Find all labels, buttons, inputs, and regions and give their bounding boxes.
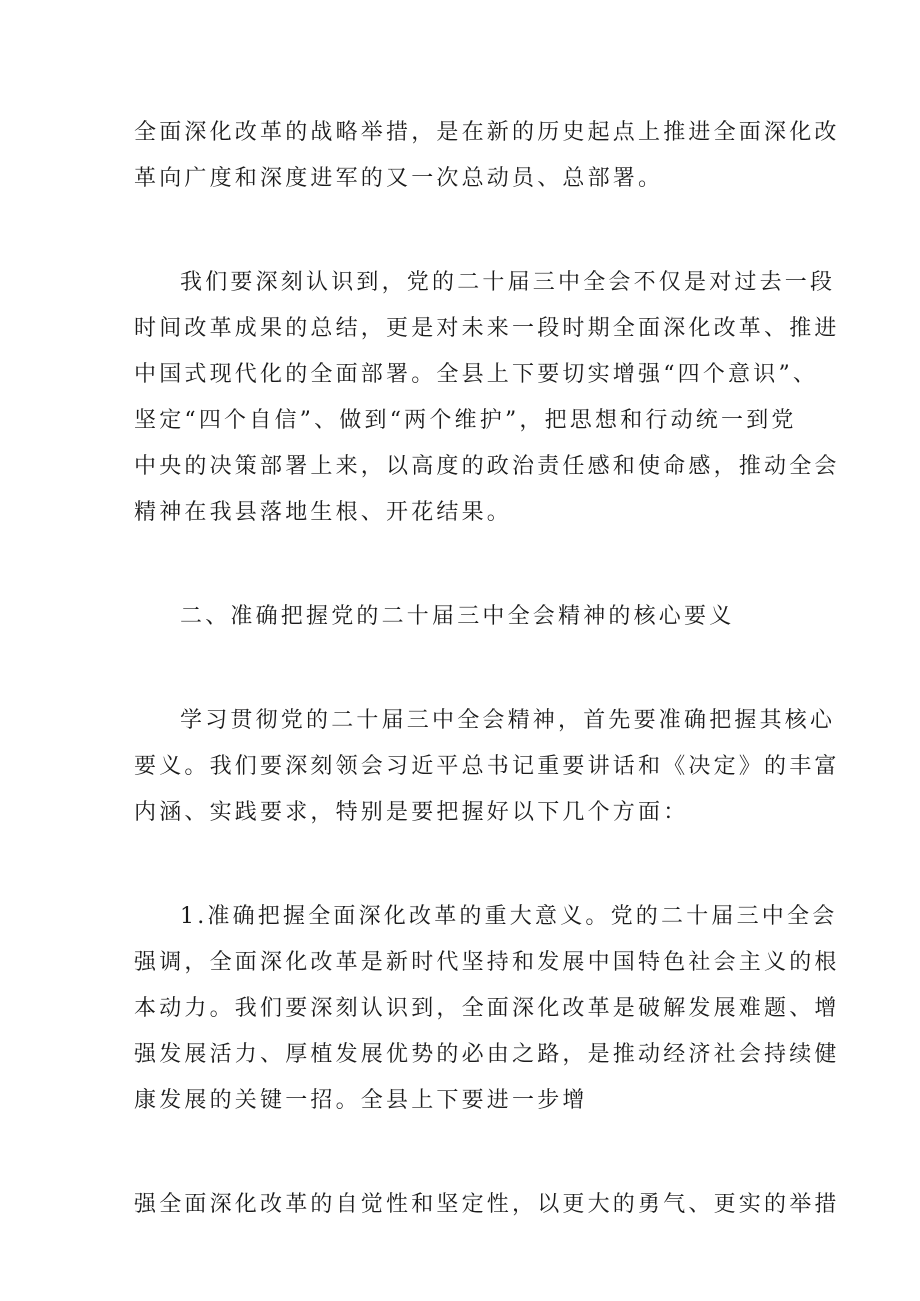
text-line: 革向广度和深度进军的又一次总动员、总部署。 (134, 166, 664, 191)
text-line: 坚定“四个自信”、做到“两个维护”，把思想和行动统一到党 (134, 408, 797, 433)
text-line: 本动力。我们要深刻认识到，全面深化改革是破解发展难题、增 (134, 996, 840, 1021)
text-line: 1.准确把握全面深化改革的重大意义。党的二十届三中全会 (180, 904, 838, 929)
document-page (134, 110, 840, 1228)
text-line: 时间改革成果的总结，更是对未来一段时期全面深化改革、推进 (134, 316, 840, 341)
paragraph-gap (134, 1124, 794, 1182)
paragraph-3 (134, 698, 840, 836)
paragraph-gap (134, 836, 794, 894)
text-line: 内涵、实践要求，特别是要把握好以下几个方面： (134, 800, 689, 825)
text-line: 学习贯彻党的二十届三中全会精神，首先要准确把握其核心 (180, 708, 836, 733)
text-line: 强全面深化改革的自觉性和坚定性，以更大的勇气、更实的举措 (134, 1192, 840, 1217)
section-heading-2 (134, 594, 794, 640)
paragraph-gap (134, 202, 794, 260)
text-line: 强发展活力、厚植发展优势的必由之路，是推动经济社会持续健 (134, 1042, 840, 1067)
text-line: 要义。我们要深刻领会习近平总书记重要讲话和《决定》的丰富 (134, 754, 840, 779)
text-line: 中央的决策部署上来，以高度的政治责任感和使命感，推动全会 (134, 454, 840, 479)
text-line: 全面深化改革的战略举措，是在新的历史起点上推进全面深化改 (134, 120, 840, 145)
text-line: 精神在我县落地生根、开花结果。 (134, 500, 513, 525)
text-line: 我们要深刻认识到，党的二十届三中全会不仅是对过去一段 (180, 270, 836, 295)
paragraph-gap (134, 536, 794, 594)
paragraph-1 (134, 110, 840, 202)
paragraph-5 (134, 1182, 840, 1228)
text-line: 强调，全面深化改革是新时代坚持和发展中国特色社会主义的根 (134, 950, 840, 975)
text-line: 中国式现代化的全面部署。全县上下要切实增强“四个意识”、 (134, 362, 819, 387)
heading-text: 二、准确把握党的二十届三中全会精神的核心要义 (180, 604, 735, 629)
paragraph-2 (134, 260, 840, 536)
paragraph-gap (134, 640, 794, 698)
paragraph-4 (134, 894, 840, 1124)
text-line: 康发展的关键一招。全县上下要进一步增 (134, 1088, 588, 1113)
